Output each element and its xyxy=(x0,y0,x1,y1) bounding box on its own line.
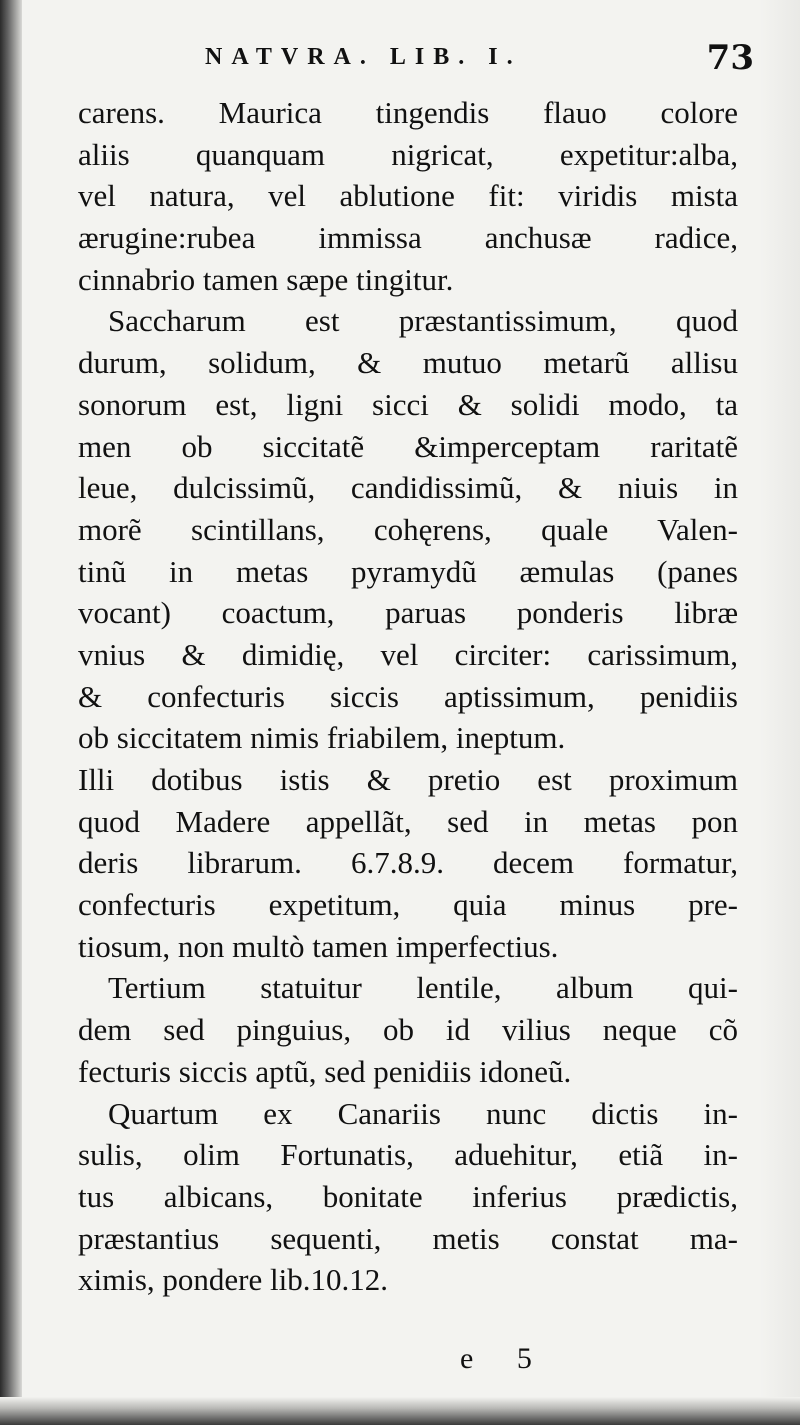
text-line: deris librarum. 6.7.8.9. decem formatur, xyxy=(78,845,738,881)
text-line: ximis, pondere lib.10.12. xyxy=(78,1262,388,1298)
text-line: vocant) coactum, paruas ponderis libræ xyxy=(78,595,738,631)
text-line: sonorum est, ligni sicci & solidi modo, ta xyxy=(78,386,738,422)
text-line: carens. Maurica tingendis flauo colore xyxy=(78,95,738,130)
text-line: tinũ in metas pyramydũ æmulas (panes xyxy=(78,553,738,589)
page-bottom-edge xyxy=(0,1397,800,1425)
text-line: ærugine:rubea immissa anchusæ radice, xyxy=(78,220,738,256)
running-header xyxy=(150,40,760,80)
text-line: fecturis siccis aptũ, sed penidiis idoneũ. xyxy=(78,1053,572,1089)
page-edge-right xyxy=(760,0,800,1425)
paragraph-start-line: Tertium statuitur lentile, album qui- xyxy=(108,970,738,1006)
paragraph-start-line: Illi dotibus istis & pretio est proximum xyxy=(78,762,738,797)
text-line: aliis quanquam nigricat, expetitur:alba, xyxy=(78,136,738,172)
text-line: ob siccitatem nimis friabilem, ineptum. xyxy=(78,720,566,756)
body-text xyxy=(78,92,738,1301)
text-line: sulis, olim Fortunatis, aduehitur, etiã in- xyxy=(78,1137,738,1173)
page-number: 73 xyxy=(706,38,754,78)
text-line: quod Madere appellãt, sed in metas pon xyxy=(78,803,738,839)
text-line: cinnabrio tamen sæpe tingitur. xyxy=(78,261,454,297)
paragraph-start-line: Saccharum est præstantissimum, quod xyxy=(108,303,738,339)
text-line: tiosum, non multò tamen imperfectius. xyxy=(78,928,559,964)
text-line: morẽ scintillans, cohęrens, quale Valen- xyxy=(78,511,738,547)
text-line: men ob siccitatẽ &imperceptam raritatẽ xyxy=(78,428,738,464)
page-edge-left xyxy=(0,0,22,1425)
text-line: & confecturis siccis aptissimum, penidiis xyxy=(78,678,738,714)
text-line: vel natura, vel ablutione fit: viridis mista xyxy=(78,178,738,214)
header-title: NATVRA. LIB. I. xyxy=(205,44,522,70)
text-line: leue, dulcissimũ, candidissimũ, & niuis in xyxy=(78,470,738,506)
text-line: vnius & dimidię, vel circiter: carissimum, xyxy=(78,636,738,672)
text-line: dem sed pinguius, ob id vilius neque cõ xyxy=(78,1012,738,1048)
signature-mark xyxy=(460,1342,580,1382)
text-line: præstantius sequenti, metis constat ma- xyxy=(78,1220,738,1256)
text-line: tus albicans, bonitate inferius prædictis, xyxy=(78,1178,738,1214)
signature-text: e 5 xyxy=(460,1342,550,1375)
text-line: confecturis expetitum, quia minus pre- xyxy=(78,887,738,923)
paragraph-start-line: Quartum ex Canariis nunc dictis in- xyxy=(108,1095,738,1131)
text-line: durum, solidum, & mutuo metarũ allisu xyxy=(78,345,738,381)
